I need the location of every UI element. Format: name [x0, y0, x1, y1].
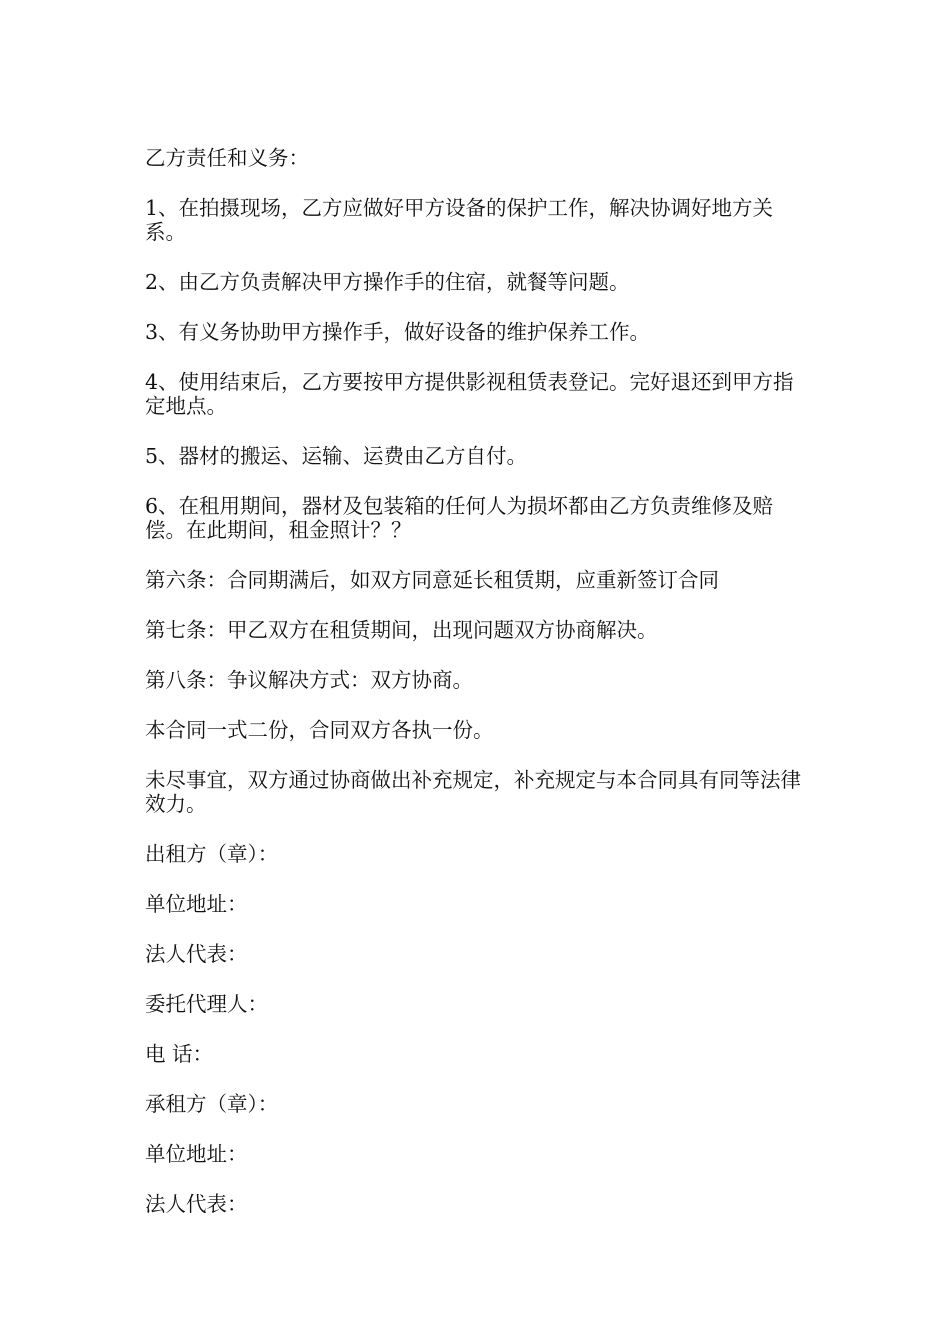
lessee-seal-label: 承租方（章）： [145, 1092, 279, 1116]
clause-item-4: 4、使用结束后，乙方要按甲方提供影视租赁表登记。完好退还到甲方指定地点。 [145, 370, 794, 418]
lessee-legal-rep-label: 法人代表： [145, 1192, 248, 1216]
lessor-seal-label: 出租方（章）： [145, 842, 279, 866]
supplementary-clause: 未尽事宜，双方通过协商做出补充规定，补充规定与本合同具有同等法律效力。 [145, 768, 801, 816]
lessor-address-label: 单位地址： [145, 892, 248, 916]
article-7: 第七条：甲乙双方在租赁期间，出现问题双方协商解决。 [145, 618, 658, 642]
document-body [145, 146, 810, 1242]
clause-item-5: 5、器材的搬运、运输、运费由乙方自付。 [145, 444, 528, 468]
clause-item-1: 1、在拍摄现场，乙方应做好甲方设备的保护工作，解决协调好地方关系。 [145, 196, 774, 244]
clause-item-3: 3、有义务协助甲方操作手，做好设备的维护保养工作。 [145, 320, 651, 344]
lessor-agent-label: 委托代理人： [145, 992, 268, 1016]
clause-item-2: 2、由乙方负责解决甲方操作手的住宿，就餐等问题。 [145, 270, 630, 294]
section-heading-party-b-duties: 乙方责任和义务： [145, 146, 309, 170]
clause-item-6: 6、在租用期间，器材及包装箱的任何人为损坏都由乙方负责维修及赔偿。在此期间，租金照计？？ [145, 494, 774, 542]
copies-clause: 本合同一式二份，合同双方各执一份。 [145, 718, 494, 742]
article-8: 第八条：争议解决方式：双方协商。 [145, 668, 473, 692]
lessee-address-label: 单位地址： [145, 1142, 248, 1166]
article-6: 第六条：合同期满后，如双方同意延长租赁期，应重新签订合同 [145, 568, 719, 592]
lessor-legal-rep-label: 法人代表： [145, 942, 248, 966]
lessor-phone-label: 电 话： [145, 1042, 214, 1066]
